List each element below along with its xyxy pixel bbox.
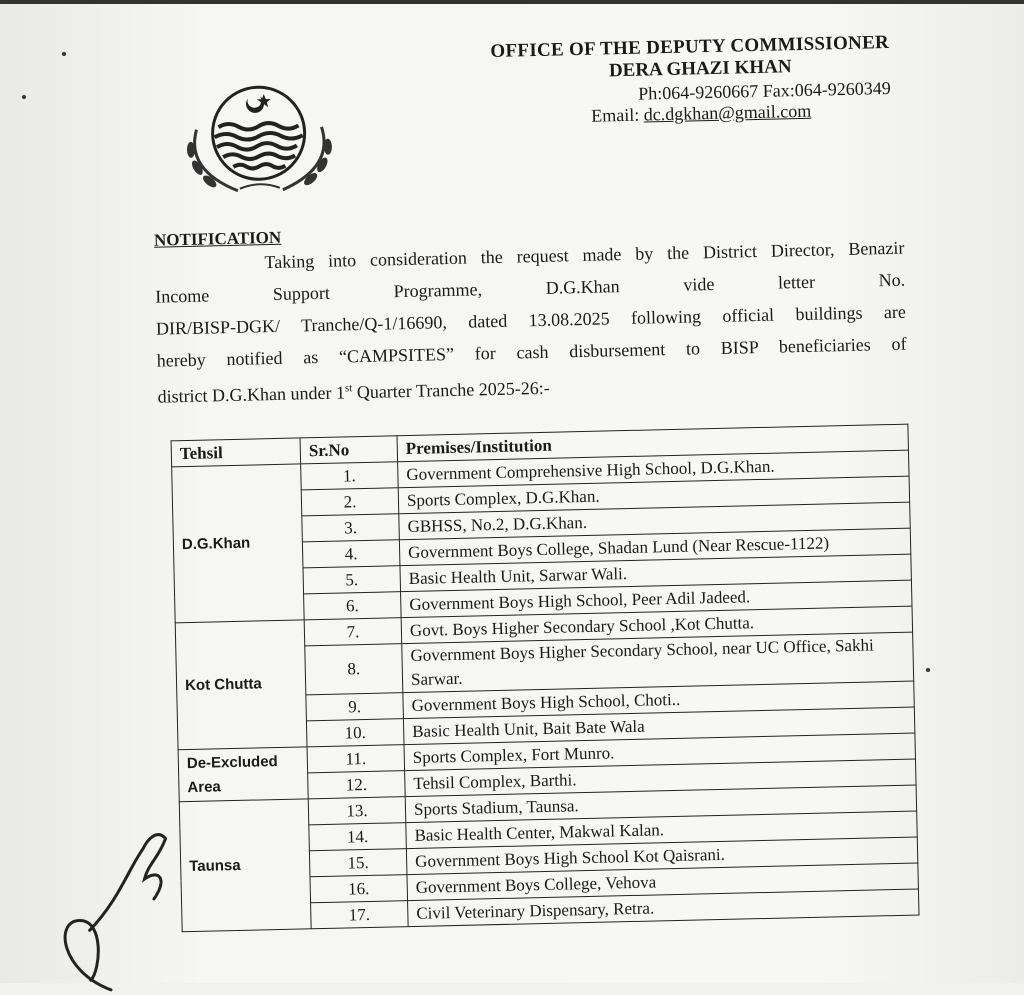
premises-cell: Basic Health Unit, Sarwar Wali. [400,554,911,592]
srno-cell: 2. [301,488,399,516]
premises-cell: Govt. Boys Higher Secondary School ,Kot Chutta. [401,606,912,644]
srno-cell: 4. [302,540,400,568]
srno-cell: 6. [304,592,402,620]
premises-cell: Government Boys High School Kot Qaisrani. [406,837,917,875]
premises-cell: Sports Complex, Fort Munro. [404,733,915,771]
text: district D.G.Khan under 1 [157,382,346,407]
body-line: DIR/BISP-DGK/ Tranche/Q-1/16690, dated 13.08.2025 following official buildings are [155,301,907,339]
srno-cell: 7. [304,618,402,646]
srno-cell: 13. [308,797,406,825]
body-line: Income Support Programme, D.G.Khan vide letter No. [155,269,906,307]
notification-title: NOTIFICATION [153,227,282,250]
district-title: DERA GHAZI KHAN [608,56,792,82]
superscript: st [344,382,353,395]
notification-body [154,232,908,413]
srno-cell: 11. [307,745,405,773]
srno-cell: 14. [309,823,407,851]
handwritten-signature [47,808,181,994]
phone-fax: Ph:064-9260667 Fax:064-9260349 [638,77,891,104]
premises-cell: Government Boys College, Vehova [407,863,918,901]
premises-cell: Government Comprehensive High School, D.G.Khan. [398,450,909,488]
srno-cell: 1. [301,462,399,490]
email-link[interactable]: dc.dgkhan@gmail.com [643,100,812,125]
header-premises: Premises/Institution [397,424,908,462]
srno-cell: 17. [311,901,409,929]
header-srno: Sr.No [300,436,398,464]
header-tehsil: Tehsil [171,438,301,467]
srno-cell: 8. [305,644,403,695]
premises-cell: Sports Complex, D.G.Khan. [398,476,909,514]
campsites-table [171,424,920,933]
srno-cell: 12. [308,771,406,799]
srno-cell: 10. [306,719,404,747]
premises-cell: Government Boys High School, Choti.. [403,681,914,719]
srno-cell: 3. [302,514,400,542]
srno-cell: 15. [309,849,407,877]
tehsil-cell: D.G.Khan [172,464,305,623]
premises-cell: Basic Health Unit, Bait Bate Wala [403,707,914,745]
premises-cell: GBHSS, No.2, D.G.Khan. [399,502,910,540]
office-title: OFFICE OF THE DEPUTY COMMISSIONER [490,31,890,63]
premises-cell: Civil Veterinary Dispensary, Retra. [408,889,919,927]
body-line: Taking into consideration the request made by the District Director, Benazir [264,237,905,273]
srno-cell: 16. [310,875,408,903]
email-label: Email: [591,104,644,126]
letterhead [460,32,902,130]
punjab-emblem-logo [175,76,343,205]
premises-cell: Government Boys Higher Secondary School, near UC Office, Sakhi Sarwar. [402,632,914,693]
premises-cell: Sports Stadium, Taunsa. [405,785,916,823]
tehsil-cell: Kot Chutta [175,620,307,750]
srno-cell: 5. [303,566,401,594]
text: Quarter Tranche 2025-26:- [352,377,550,403]
premises-cell: Tehsil Complex, Barthi. [405,759,916,797]
srno-cell: 9. [306,693,404,721]
premises-cell: Government Boys College, Shadan Lund (Near Rescue-1122) [399,528,910,566]
tehsil-cell: Taunsa [179,799,311,932]
body-line: hereby notified as “CAMPSITES” for cash disbursement to BISP beneficiaries of [156,333,907,371]
tehsil-cell: De-Excluded Area [178,747,308,802]
premises-cell: Basic Health Center, Makwal Kalan. [406,811,917,849]
premises-cell: Government Boys High School, Peer Adil Jadeed. [401,580,912,618]
